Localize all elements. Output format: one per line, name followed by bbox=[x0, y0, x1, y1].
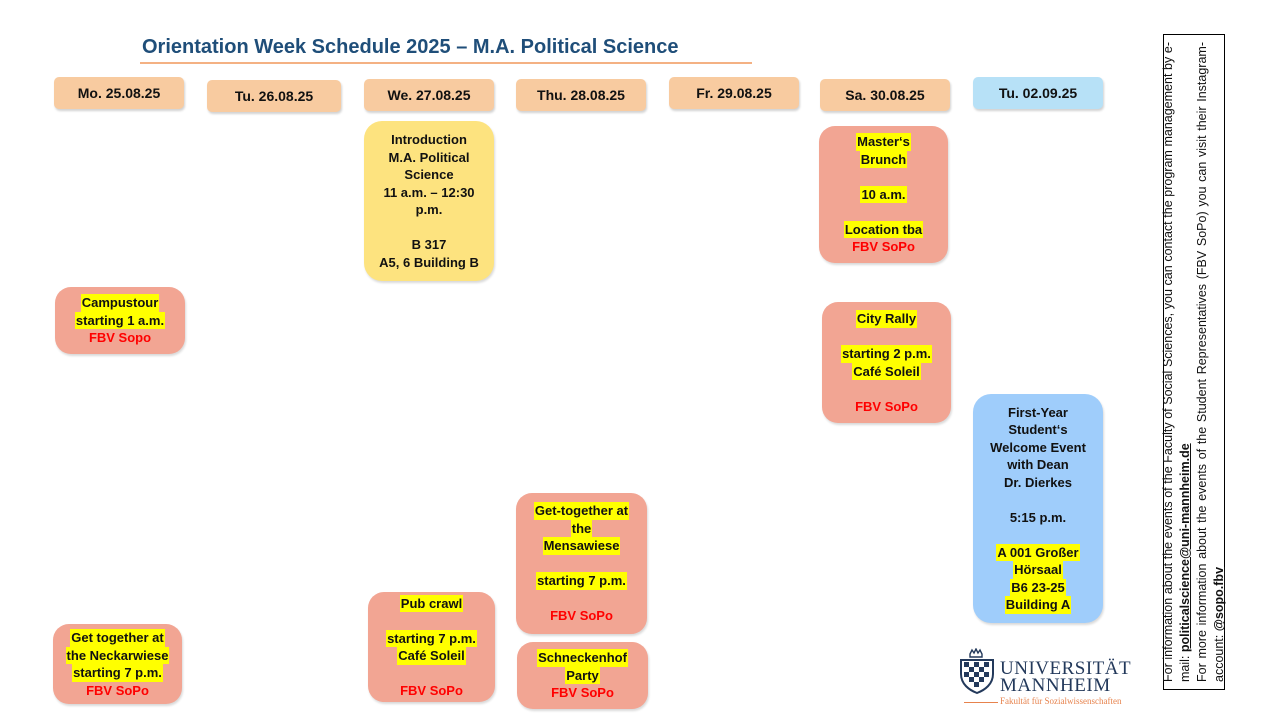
event-text: the bbox=[571, 520, 592, 536]
event-text: Pub crawl bbox=[400, 595, 463, 611]
event-pub-crawl bbox=[368, 592, 495, 702]
logo-name bbox=[1000, 660, 1131, 694]
logo-line-2: MANNHEIM bbox=[1000, 675, 1111, 696]
event-text: Student‘s bbox=[1008, 422, 1068, 437]
email-link[interactable]: politicalscience@uni-mannheim.de bbox=[1178, 443, 1192, 653]
event-text: City Rally bbox=[856, 311, 917, 326]
event-text: with Dean bbox=[1007, 457, 1069, 472]
event-time: 5:15 p.m. bbox=[1009, 509, 1067, 525]
info-box bbox=[1163, 34, 1225, 690]
event-text: Campustour bbox=[81, 295, 159, 311]
logo-line-1: UNIVERSITÄT bbox=[1000, 658, 1132, 679]
event-location: Location tba bbox=[844, 221, 923, 237]
event-text: Introduction bbox=[391, 132, 467, 147]
event-text: Mensawiese bbox=[543, 538, 620, 554]
event-organizer: FBV SoPo bbox=[400, 683, 463, 698]
event-schneckenhof bbox=[517, 642, 648, 709]
event-organizer: FBV SoPo bbox=[550, 608, 613, 624]
event-location: B6 23-25 bbox=[1011, 579, 1065, 595]
info-text-faculty: For information about the events of the Faculty of Social Sciences, you can contact the program management by e-mail: bbox=[1161, 42, 1192, 682]
event-time: 10 a.m. bbox=[861, 186, 906, 202]
event-time: 11 a.m. – 12:30 bbox=[383, 184, 475, 200]
event-campustour bbox=[55, 287, 185, 354]
event-organizer: FBV SoPo bbox=[551, 685, 614, 701]
event-text: Master‘s bbox=[857, 134, 910, 150]
event-text: Dr. Dierkes bbox=[1004, 474, 1072, 490]
event-location: Hörsaal bbox=[1014, 562, 1062, 577]
logo-rule bbox=[964, 702, 998, 703]
event-welcome bbox=[973, 394, 1103, 623]
event-location: Café Soleil bbox=[398, 648, 465, 663]
info-text-fbv: For more information about the events of the Student Representatives (FBV SoPo) you can visit their Instagram-account: bbox=[1195, 42, 1226, 682]
info-text bbox=[1160, 42, 1228, 682]
event-neckarwiese bbox=[53, 624, 182, 704]
event-organizer: FBV SoPo bbox=[852, 239, 915, 255]
crest-icon bbox=[956, 648, 998, 700]
day-header-mo: Mo. 25.08.25 bbox=[54, 77, 184, 109]
event-text: Schneckenhof bbox=[538, 650, 627, 666]
logo-subtitle: Fakultät für Sozialwissenschaften bbox=[1000, 696, 1122, 706]
event-text: First-Year bbox=[1008, 404, 1068, 420]
day-header-tu1: Tu. 26.08.25 bbox=[207, 80, 341, 112]
event-text: the Neckarwiese bbox=[66, 647, 169, 663]
event-introduction bbox=[364, 121, 494, 281]
event-location: Café Soleil bbox=[853, 363, 920, 379]
event-room: B 317 bbox=[411, 237, 447, 252]
day-header-fr: Fr. 29.08.25 bbox=[669, 77, 799, 109]
event-text: Party bbox=[566, 667, 599, 683]
event-text: Get together at bbox=[71, 630, 164, 645]
event-location: Building A bbox=[1005, 597, 1071, 612]
day-header-we: We. 27.08.25 bbox=[364, 79, 494, 111]
event-text: Welcome Event bbox=[990, 439, 1086, 455]
event-time: p.m. bbox=[415, 202, 443, 217]
page-title: Orientation Week Schedule 2025 – M.A. Political Science bbox=[142, 36, 679, 58]
event-location: A5, 6 Building B bbox=[379, 254, 479, 270]
event-time: starting 7 p.m. bbox=[387, 630, 476, 646]
event-time: starting 7 p.m. bbox=[73, 665, 162, 680]
event-city-rally bbox=[822, 302, 951, 423]
event-organizer: FBV SoPo bbox=[855, 398, 918, 414]
event-time: starting 2 p.m. bbox=[842, 346, 931, 361]
day-header-thu: Thu. 28.08.25 bbox=[516, 79, 646, 111]
event-time: starting 7 p.m. bbox=[537, 573, 626, 589]
event-time: starting 1 a.m. bbox=[75, 312, 165, 328]
event-masters-brunch bbox=[819, 126, 948, 263]
event-text: Brunch bbox=[860, 151, 907, 167]
event-organizer: FBV SoPo bbox=[86, 682, 149, 698]
event-text: Get-together at bbox=[534, 503, 629, 519]
day-header-sa: Sa. 30.08.25 bbox=[820, 79, 950, 111]
day-header-tu2: Tu. 02.09.25 bbox=[973, 77, 1103, 109]
event-text: Science bbox=[404, 167, 454, 182]
title-underline bbox=[140, 62, 752, 64]
event-location: A 001 Großer bbox=[997, 544, 1079, 560]
event-text: M.A. Political bbox=[388, 149, 470, 165]
event-mensawiese bbox=[516, 493, 647, 634]
instagram-link[interactable]: @sopo.fbv bbox=[1212, 566, 1226, 632]
event-organizer: FBV Sopo bbox=[88, 330, 152, 346]
university-logo bbox=[956, 648, 1156, 710]
